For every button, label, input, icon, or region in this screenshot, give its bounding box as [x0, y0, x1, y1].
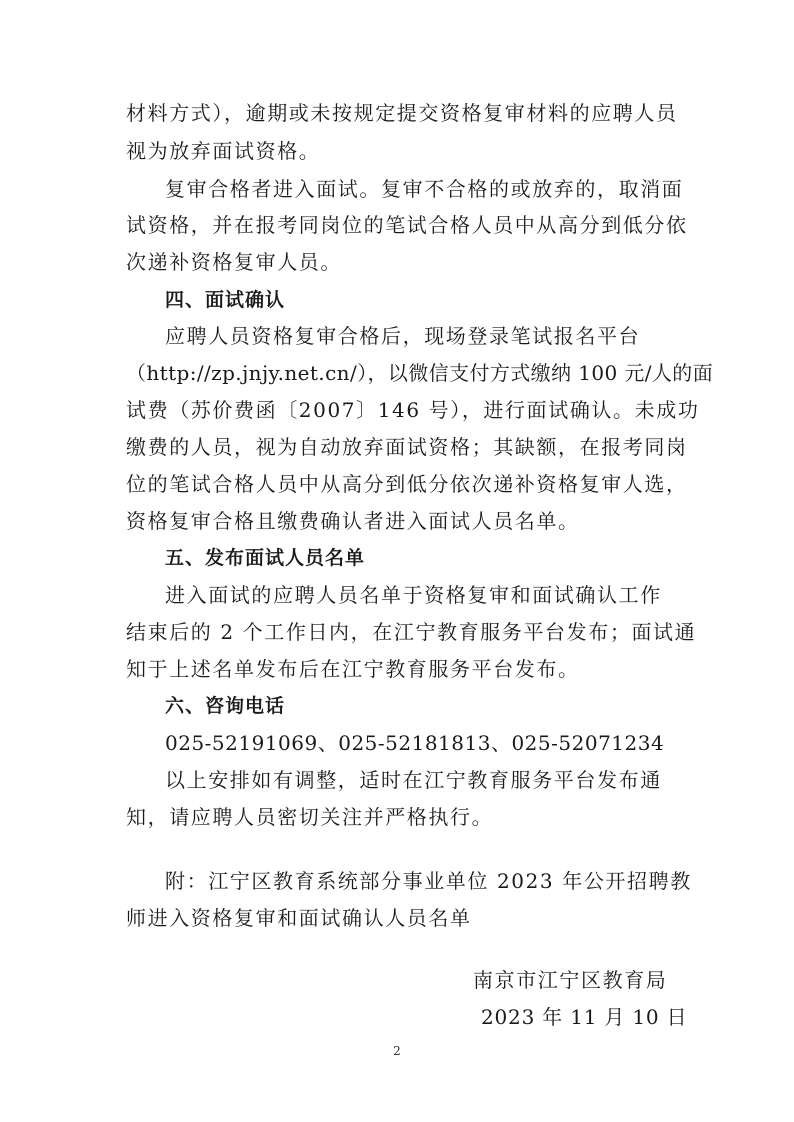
signature-date: 2023 年 11 月 10 日 — [481, 1005, 688, 1029]
body-line: 进入面试的应聘人员名单于资格复审和面试确认工作 — [165, 583, 662, 607]
body-line: 视为放弃面试资格。 — [126, 139, 321, 163]
body-line: 应聘人员资格复审合格后，现场登录笔试报名平台 — [165, 324, 641, 348]
body-line: 复审合格者进入面试。复审不合格的或放弃的，取消面 — [165, 177, 684, 201]
body-line: 试资格，并在报考同岗位的笔试合格人员中从高分到低分依 — [126, 213, 688, 237]
section-heading-interview-confirmation: 四、面试确认 — [165, 289, 286, 311]
body-line: 缴费的人员，视为自动放弃面试资格；其缺额，在报考同岗 — [126, 435, 688, 459]
signature-organization: 南京市江宁区教育局 — [473, 968, 668, 992]
body-line: 知于上述名单发布后在江宁教育服务平台发布。 — [126, 657, 580, 681]
page-number: 2 — [393, 1044, 401, 1058]
section-heading-publish-list: 五、发布面试人员名单 — [165, 547, 366, 569]
body-line: 结束后的 2 个工作日内，在江宁教育服务平台发布；面试通 — [126, 620, 697, 644]
body-line: 知，请应聘人员密切关注并严格执行。 — [126, 805, 494, 829]
attachment-line: 师进入资格复审和面试确认人员名单 — [126, 906, 472, 930]
body-line: 以上安排如有调整，适时在江宁教育服务平台发布通 — [165, 768, 662, 792]
contact-phone-numbers: 025-52191069、025-52181813、025-52071234 — [165, 731, 665, 755]
section-heading-contact-phone: 六、咨询电话 — [165, 695, 286, 717]
body-line: 次递补资格复审人员。 — [126, 250, 342, 274]
body-line: 试费（苏价费函〔2007〕146 号），进行面试确认。未成功 — [126, 398, 700, 422]
body-line: 资格复审合格且缴费确认者进入面试人员名单。 — [126, 509, 580, 533]
attachment-line: 附：江宁区教育系统部分事业单位 2023 年公开招聘教 — [165, 869, 692, 893]
body-line-url: （http://zp.jnjy.net.cn/），以微信支付方式缴纳 100 元/人的面 — [126, 361, 714, 385]
body-line: 材料方式），逾期或未按规定提交资格复审材料的应聘人员 — [126, 101, 678, 125]
body-line: 位的笔试合格人员中从高分到低分依次递补资格复审人选， — [126, 472, 688, 496]
